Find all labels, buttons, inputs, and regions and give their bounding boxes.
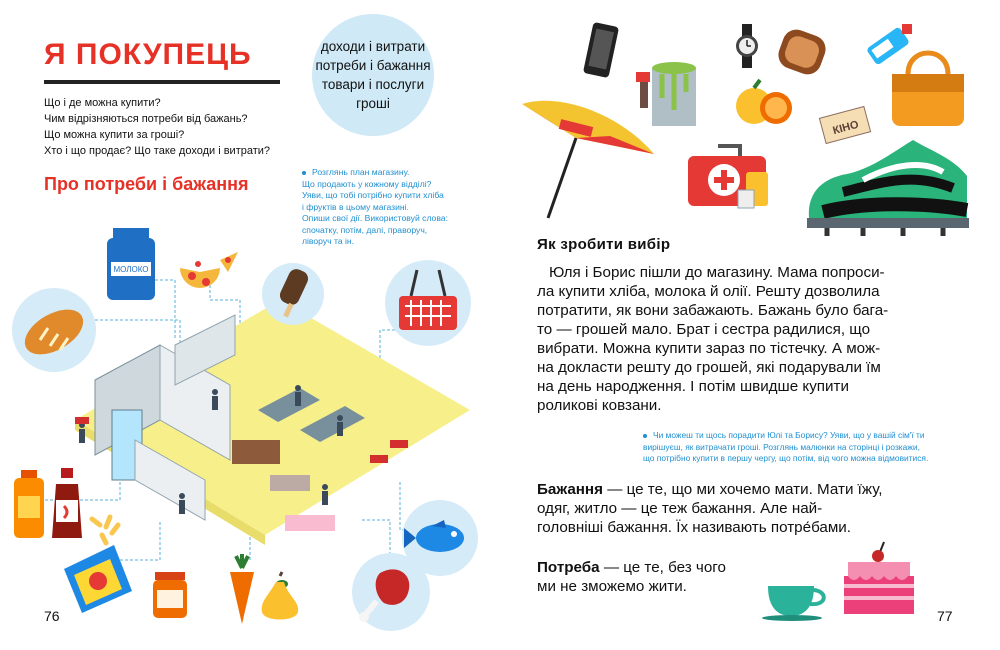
sneaker-icon [803,132,973,242]
cake-icon [840,540,920,618]
question-4: Хто і що продає? Що таке доходи і витрати? [44,145,271,157]
wish-line: одяг, житло — це теж бажання. Але най- [537,500,823,517]
question-3: Що можна купити за гроші? [44,129,185,141]
page-title: Я ПОКУПЕЦЬ [44,38,252,71]
story-line: на докласти решту до грошей, які подарували їм [537,359,881,376]
story-line: Юля і Борис пішли до магазину. Мама попроси- [549,264,885,281]
task-line: Розглянь план магазину. [312,167,410,177]
cup-icon [762,582,832,622]
pear-icon [258,572,302,624]
fish-icon [402,500,478,576]
wish-term: Бажання [537,481,603,498]
task-line: Що продають у кожному відділі? [302,178,432,189]
question-2: Чим відрізняються потреби від бажань? [44,113,248,125]
handbag-icon [886,38,970,128]
bread-icon [12,288,96,372]
page-number-left: 76 [44,608,60,624]
watch-icon [725,24,769,68]
sub-heading: Про потреби і бажання [44,174,249,194]
jar-icon [152,572,188,620]
carrot-icon [222,554,262,626]
juice-bottle-icon [12,470,46,540]
phone-icon [578,22,622,82]
story-line: то — грошей мало. Брат і сестра радилися, що [537,321,871,338]
topic-3: товари і послуги [321,77,425,92]
first-aid-kit-icon [684,138,780,214]
right-page [500,0,1000,650]
page-number-right: 77 [937,608,953,624]
topic-1: доходи і витрати [320,39,426,54]
pizza-icon [176,248,240,292]
note-line: вирішуєш, як витрачати гроші. Розглянь малюнки на сторінці і розкажи, [643,441,920,452]
note-line: Чи можеш ти щось порадити Юлі та Борису? Уяви, що у вашій сім'ї ти [653,430,925,440]
basket-icon [385,260,471,346]
section-heading: Як зробити вибір [537,236,671,253]
story-line: вибрати. Можна купити зараз по тістечку. А мож- [537,340,881,357]
topic-4: гроші [356,96,390,111]
wish-definition [537,480,957,537]
need-term: Потреба [537,559,600,576]
need-line: ми не зможемо жити. [537,578,687,595]
umbrella-icon [520,96,660,224]
ice-cream-icon [262,263,324,325]
need-definition [537,558,777,596]
advice-note [643,430,956,465]
question-1: Що і де можна купити? [44,97,161,109]
topic-2: потреби і бажання [315,58,431,73]
story-line: на день народження. І потім швидше купити [537,378,849,395]
milk-label: МОЛОКО [113,265,149,274]
chips-icon [58,515,138,615]
toast-icon [772,24,838,80]
task-line: Уяви, що тобі потрібно купити хліба [302,190,444,200]
story-line: потратити, як вони забажають. Бажань було бага- [537,302,889,319]
note-line: що потрібно купити в першу чергу, що потім, від чого можна відмовитися. [643,453,929,463]
ticket-label: КІНО [831,118,861,138]
bullet-icon [643,434,647,438]
wish-line: — це те, що ми хочемо мати. Мати їжу, [602,481,883,498]
task-line: спочатку, потім, далі, праворуч, [302,224,428,235]
story-text [537,263,957,415]
task-line: ліворуч та ін. [302,236,355,246]
orange-icon [732,76,798,132]
story-line: ла купити хліба, молока й олії. Решту дозволила [537,283,880,300]
task-line: Опиши свої дії. Використовуй слова: [302,213,448,223]
milk-icon [105,226,157,302]
wish-line: головніші бажання. Їх називають потре́бами. [537,519,852,536]
story-line: роликові ковзани. [537,397,662,414]
task-line: і фруктів в цьому магазині. [302,201,409,212]
need-line: — це те, без чого [599,559,726,576]
